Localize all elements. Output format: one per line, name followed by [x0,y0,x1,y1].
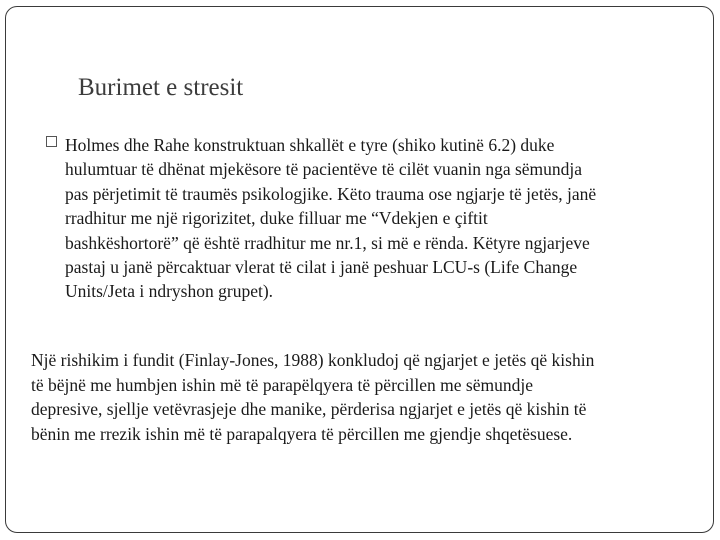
bullet-line: pas përjetimit të traumës psikologjike. Këto trauma ose ngjarje të jetës, janë [65,183,597,204]
paragraph-line: Një rishikim i fundit (Finlay-Jones, 1988) konkludoj që ngjarjet e jetës që kishin [31,350,595,370]
square-bullet-icon [46,136,57,147]
bullet-item [46,133,686,304]
bullet-line: Units/Jeta i ndryshon grupet). [65,281,274,302]
slide-title: Burimet e stresit [78,74,244,101]
bullet-line: rradhitur me një rigorizitet, duke filluar me “Vdekjen e çiftit [65,208,488,229]
bullet-line: hulumtuar të dhënat mjekësore të pacientëve të cilët vuanin nga sëmundja [65,159,583,180]
bullet-text [46,133,686,304]
paragraph-line: të bëjnë me humbjen ishin më të parapëlqyera të përcillen me sëmundje [31,374,533,395]
paragraph-line: depresive, sjellje vetëvrasjeje dhe manike, përderisa ngjarjet e jetës që kishin të [31,399,587,420]
bullet-line: pastaj u janë përcaktuar vlerat të cilat i janë peshuar LCU-s (Life Change [65,257,578,278]
bullet-line: Holmes dhe Rahe konstruktuan shkallët e tyre (shiko kutinë 6.2) duke [65,135,555,155]
body-paragraph [31,348,691,446]
paragraph-line: bënin me rrezik ishin më të parapalqyera të përcillen me gjendje shqetësuese. [31,423,573,444]
bullet-line: bashkëshortorë” që është rradhitur me nr.1, si më e rënda. Këtyre ngjarjeve [65,232,590,253]
